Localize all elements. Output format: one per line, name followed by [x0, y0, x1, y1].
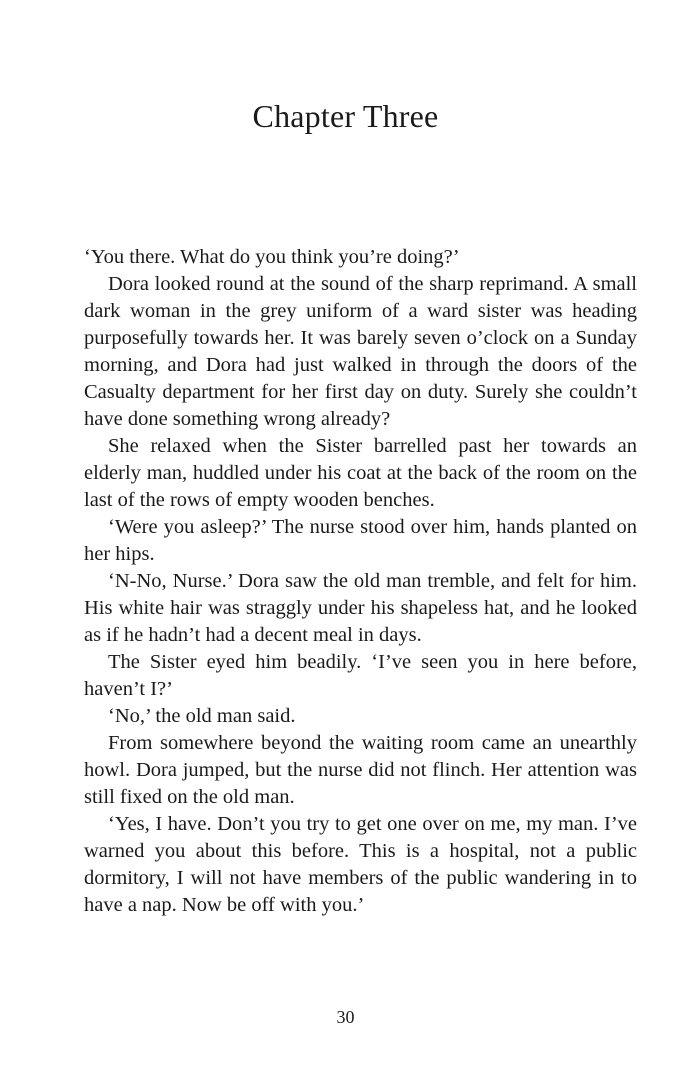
paragraph: ‘You there. What do you think you’re doing?’ [84, 246, 460, 268]
paragraph: Dora looked round at the sound of the sharp reprimand. A small dark woman in the grey uniform of a ward sister was heading purposefully towards her. It was barely seven o’clock on a Sunday morning, and Dora had just walked in through the doors of the Casualty department for her first day on duty. Surely she couldn’t have done something wrong already? [84, 273, 637, 430]
paragraph: ‘N-No, Nurse.’ Dora saw the old man tremble, and felt for him. His white hair was straggly under his shapeless hat, and he looked as if he hadn’t had a decent meal in days. [84, 570, 637, 646]
paragraph: ‘Yes, I have. Don’t you try to get one over on me, my man. I’ve warned you about this before. This is a hospital, not a public dormitory, I will not have members of the public wandering in to have a nap. Now be off with you.’ [84, 813, 637, 916]
paragraph: She relaxed when the Sister barrelled past her towards an elderly man, huddled under his coat at the back of the room on the last of the rows of empty wooden benches. [84, 435, 637, 511]
paragraph: From somewhere beyond the waiting room came an unearthly howl. Dora jumped, but the nurse did not flinch. Her attention was still fixed on the old man. [84, 732, 637, 808]
page-number: 30 [336, 1007, 355, 1027]
paragraph: The Sister eyed him beadily. ‘I’ve seen you in here before, haven’t I?’ [84, 651, 637, 700]
body-text [84, 244, 637, 919]
paragraph: ‘Were you asleep?’ The nurse stood over him, hands planted on her hips. [84, 516, 637, 565]
chapter-title: Chapter Three [252, 98, 439, 134]
paragraph: ‘No,’ the old man said. [108, 705, 296, 727]
